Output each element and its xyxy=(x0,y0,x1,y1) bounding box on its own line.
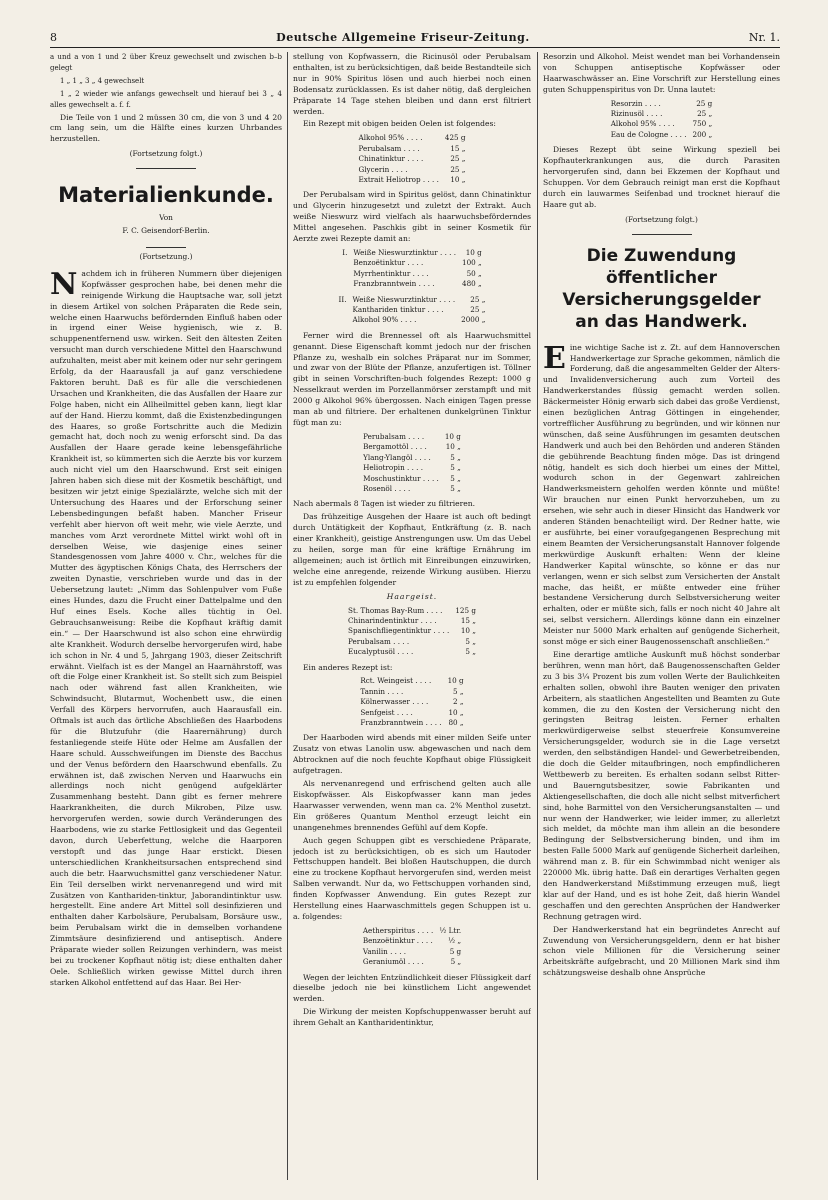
ingredient-amount: 25 g xyxy=(696,98,713,108)
recipe-row xyxy=(336,315,489,325)
column-middle xyxy=(293,52,531,1182)
ingredient-amount: 5 „ xyxy=(453,686,464,696)
ingredient-amount: 5 „ xyxy=(450,463,461,473)
ingredient-amount: 50 „ xyxy=(466,268,482,278)
recipe-row xyxy=(608,119,716,129)
recipe-row xyxy=(357,676,466,686)
article-heading: Materialienkunde. xyxy=(58,183,274,208)
ingredient-amount: ½ Ltr. xyxy=(439,925,462,935)
ingredient-amount: 200 „ xyxy=(692,129,713,139)
recipe-row xyxy=(356,133,469,143)
ingredient-name: Tannin . . . . xyxy=(360,686,404,696)
recipe-number: II. xyxy=(338,294,347,304)
recipe-table xyxy=(339,248,485,290)
column-right xyxy=(543,52,780,1182)
ingredient-name: Senfgeist . . . . xyxy=(360,707,413,717)
ingredient-name: Spanischfliegentinktur . . . . xyxy=(348,626,450,636)
byline-von: Von xyxy=(159,213,173,223)
ingredient-name: Glycerin . . . . xyxy=(358,164,408,174)
recipe-row xyxy=(356,144,469,154)
column-rule xyxy=(537,52,538,1180)
recipe-number xyxy=(339,269,350,279)
recipe-row xyxy=(360,926,464,936)
ingredient-name: Franzbranntwein . . . . xyxy=(360,718,442,728)
article-paragraph xyxy=(50,266,282,989)
article-paragraph: Der Perubalsam wird in Spiritus gelöst, dann Chinatinktur und Glycerin hinzugesetzt und zuletzt der Extrakt. Auch weiße Nieswurz wird vielfach als haarwuchsbeförderndes Mittel angesehen. Paschkis gibt in seiner Kosmetik für Aerzte zwei Rezepte damit an: xyxy=(293,190,531,243)
article-paragraph: Resorzin und Alkohol. Meist wendet man bei Vorhandensein von Schuppen antiseptische Kopfwässer oder Haarwaschwässer an. Eine Vorschrift zur Herstellung eines guten Schuppenspiritus von Dr. Unna lautet: xyxy=(543,52,780,94)
ingredient-amount: 10 „ xyxy=(448,707,464,717)
heading-line: an das Handwerk. xyxy=(575,311,748,332)
recipe-row xyxy=(360,463,464,473)
article-paragraph: Das frühzeitige Ausgehen der Haare ist auch oft bedingt durch Untätigkeit der Kopfhaut, Entkräftung (z. B. nach einer Krankheit), geistige Anstrengungen usw. Um das Uebel zu heilen, sorge man für eine kräftige Ernährung im allgemeinen; auch ist örtlich mit Einreibungen einzuwirken, welche eine anregende, reizende Wirkung ausüben. Hierzu ist zu empfehlen folgender xyxy=(293,512,531,587)
dropcap: E xyxy=(543,340,566,376)
article-paragraph: Die Wirkung der meisten Kopfschuppenwasser beruht auf ihrem Gehalt an Kantharidentinktur, xyxy=(293,1007,531,1028)
recipe-row xyxy=(339,279,485,289)
braid-instruction: a und a von 1 und 2 über Kreuz gewechselt und zwischen b–b gelegt xyxy=(50,53,282,72)
article-paragraph: Nach abermals 8 Tagen ist wieder zu filtrieren. xyxy=(293,499,476,509)
braid-instruction: Die Teile von 1 und 2 müssen 30 cm, die von 3 und 4 20 cm lang sein, um die Hälfte eines kurzen Uhrbandes herzustellen. xyxy=(50,112,282,144)
recipe-row xyxy=(608,99,716,109)
article-paragraph: Als nervenanregend und erfrischend gelten auch alle Eiskopfwässer. Als Eiskopfwasser kann man jedes Haarwasser verwenden, wenn man ca. 2% Menthol zusetzt. Ein größeres Quantum Menthol erzeugt leicht ein unangenehmes brennendes Gefühl auf dem Kopfe. xyxy=(293,779,531,832)
article-paragraph: stellung von Kopfwassern, die Ricinusöl oder Perubalsam enthalten, ist zu berücksichtigen, daß beide Bestandteile sich nur in 90% Spiritus lösen und auch hierbei noch einen Bodensatz zurücklassen. Es ist daher nötig, daß dergleichen Präparate 14 Tage stehen bleiben und dann erst filtriert werden. xyxy=(293,52,531,116)
ingredient-amount: 5 „ xyxy=(450,452,461,462)
recipe-title: Haargeist. xyxy=(386,591,438,601)
article-paragraph: Ein anderes Rezept ist: xyxy=(303,662,393,672)
ingredient-name: Eucalyptusöl . . . . xyxy=(348,647,414,657)
article-paragraph: Ferner wird die Brennessel oft als Haarwuchsmittel genannt. Diese Eigenschaft kommt jedoch nur der frischen Pflanze zu, weshalb ein solches Präparat nur im Sommer, und zwar von der Blüte der Pflanze, anzufertigen ist. Töllner gibt in seinen Vorschriften-buch folgendes Rezept: 1000 g Nesselkraut werden im Porzellanmörser zerstampft und mit 2000 g Alkohol 96% übergossen. Nach einigen Tagen presse man ab und filtriere. Der erhaltenen dunkelgrünen Tinktur fügt man zu: xyxy=(293,330,531,427)
recipe-row xyxy=(360,432,464,442)
ingredient-amount: 480 „ xyxy=(462,279,482,289)
recipe-row xyxy=(345,647,479,657)
ingredient-name: Ylang-Ylangöl . . . . xyxy=(363,452,431,462)
ingredient-name: Alkohol 90% . . . . xyxy=(352,315,417,325)
ingredient-name: Rosenöl . . . . xyxy=(363,483,411,493)
ingredient-amount: 25 „ xyxy=(470,304,486,314)
issue-number: Nr. 1. xyxy=(748,31,780,44)
newspaper-title: Deutsche Allgemeine Friseur-Zeitung. xyxy=(276,31,530,44)
article-paragraph: Der Haarboden wird abends mit einer milden Seife unter Zusatz von etwas Lanolin usw. abgewaschen und nach dem Abtrocknen auf die noch feuchte Kopfhaut obige Flüssigkeit aufgetragen. xyxy=(293,733,531,776)
continuation-note: (Fortsetzung folgt.) xyxy=(129,149,203,159)
recipe-table xyxy=(608,99,716,141)
ingredient-amount: 15 „ xyxy=(450,143,466,153)
byline-author: F. C. Geisendorf-Berlin. xyxy=(122,226,210,236)
dropcap: N xyxy=(50,266,78,302)
article-paragraph: Eine derartige amtliche Auskunft muß höchst sonderbar berühren, wenn man hört, daß Baugenossenschaften Gelder zu 3 bis 3¼ Prozent bis zum vollen Werte der Baulichkeiten erhalten sollen, obwohl ihre Bauten weniger den privaten Arbeitern, als staatlichen Angestellten und Beamten zu Gute kommen, die zu den Kosten der Versicherung nicht den geringsten Beitrag leisten. Ferner erhalten merkwürdigerweise selbst steuerfreie Konsumvereine Versicherungsgelder, wodurch sie in die Lage versetzt werden, den selbständigen Handel- und Gewerbetreibenden, die doch die Gelder mitaufbringen, noch empfindlicheren Wettbewerb zu bereiten. Es erhalten sodann selbst Ritter- und Bauerngutsbesitzer, sowie Fabrikanten und Aktiengesellschaften, die doch alle nicht selbst mitverfichert sind, hohe Barmittel von den Versicherungsanstalten — und nur wenn der Handwerker, wie leider immer, zu allerletzt sich meldet, da möchte man ihm allein an die besondere Bedingung der Selbstversicherung binden, und ihm im besten Falle 5000 Mark auf genügende Sicherheit darleihen, während man z. B. für ein Schwimmbad nicht weniger als 220000 Mk. übrig hatte. Daß ein derartiges Verhalten gegen den Handwerkerstand Mißstimmung erzeugen muß, liegt klar auf der Hand, und es ist hohe Zeit, daß hierin Wandel geschaffen und den gerechten Ansprüchen der Handwerker Rechnung getragen wird. xyxy=(543,649,780,921)
recipe-table xyxy=(360,926,464,968)
article-paragraph: Auch gegen Schuppen gibt es verschiedene Präparate, jedoch ist zu berücksichtigen, ob es sich um Hautoder Fettschuppen handelt. Bei bloßen Hautschuppen, die durch eine zu trockene Kopfhaut hervorgerufen sind, werden meist Salben verwandt. Nur da, wo Fettschuppen vorhanden sind, finden Kopfwasser Anwendung. Ein gutes Rezept zur Herstellung eines Haarwaschmittels gegen Schuppen ist u. a. folgendes: xyxy=(293,835,531,921)
article-heading xyxy=(543,245,780,333)
ingredient-name: Rct. Weingeist . . . . xyxy=(360,676,432,686)
ingredient-name: Vanilin . . . . xyxy=(362,946,407,956)
ingredient-amount: ½ „ xyxy=(448,936,462,946)
recipe-row xyxy=(345,606,479,616)
page-number: 8 xyxy=(50,31,57,44)
recipe-row xyxy=(356,165,469,175)
heading-line: öffentlicher Versicherungsgelder xyxy=(562,267,761,310)
recipe-number: I. xyxy=(342,247,348,257)
ingredient-amount: 125 g xyxy=(455,605,476,615)
recipe-row xyxy=(608,130,716,140)
recipe-table xyxy=(357,676,466,728)
recipe-row xyxy=(357,687,466,697)
ingredient-name: St. Thomas Bay-Rum . . . . xyxy=(348,605,443,615)
recipe-row xyxy=(336,305,489,315)
ingredient-name: Alkohol 95% . . . . xyxy=(610,119,675,129)
ingredient-name: Franzbranntwein . . . . xyxy=(353,279,435,289)
recipe-row xyxy=(360,484,464,494)
ingredient-amount: 15 „ xyxy=(460,615,476,625)
article-paragraph: Dieses Rezept übt seine Wirkung speziell bei Kopfhauterkrankungen aus, die durch Parasiten hervorgerufen sind, dann bei Ekzemen der Kopfhaut und Schuppen. Vor dem Gebrauch reinigt man erst die Kopfhaut durch ein lauwarmes Seifenbad und trocknet hierauf die Haare gut ab. xyxy=(543,145,780,209)
divider xyxy=(136,168,196,169)
recipe-row xyxy=(360,442,464,452)
ingredient-amount: 5 g xyxy=(449,946,462,956)
recipe-row xyxy=(339,248,485,258)
recipe-row xyxy=(345,637,479,647)
ingredient-name: Weiße Nieswurztinktur . . . . xyxy=(353,247,457,257)
recipe-row xyxy=(360,947,464,957)
ingredient-amount: 25 „ xyxy=(450,154,466,164)
recipe-row xyxy=(336,295,489,305)
recipe-row xyxy=(345,616,479,626)
recipe-number xyxy=(336,305,350,315)
ingredient-name: Extrait Heliotrop . . . . xyxy=(358,174,439,184)
recipe-row xyxy=(357,697,466,707)
ingredient-name: Kanthariden tinktur . . . . xyxy=(352,304,444,314)
ingredient-amount: 2 „ xyxy=(453,697,464,707)
recipe-table xyxy=(360,432,464,494)
ingredient-amount: 5 „ xyxy=(450,957,462,967)
recipe-table xyxy=(345,606,479,658)
ingredient-name: Aetherspiritus . . . . xyxy=(362,925,434,935)
ingredient-name: Bergamottöl . . . . xyxy=(363,442,427,452)
ingredient-amount: 25 „ xyxy=(697,109,713,119)
ingredient-name: Perubalsam . . . . xyxy=(363,431,425,441)
ingredient-amount: 25 „ xyxy=(470,294,486,304)
recipe-row xyxy=(339,258,485,268)
ingredient-amount: 10 „ xyxy=(450,174,466,184)
ingredient-name: Perubalsam . . . . xyxy=(358,143,420,153)
ingredient-amount: 10 „ xyxy=(460,626,476,636)
ingredient-name: Eau de Cologne . . . . xyxy=(610,129,687,139)
braid-instruction: 1 „ 1 „ 3 „ 4 gewechselt xyxy=(60,76,145,85)
recipe-row xyxy=(357,718,466,728)
ingredient-amount: 425 g xyxy=(444,133,466,143)
ingredient-name: Resorzin . . . . xyxy=(610,98,661,108)
article-paragraph: Wegen der leichten Entzündlichkeit dieser Flüssigkeit darf dieselbe jedoch nie bei künstlichem Licht angewendet werden. xyxy=(293,972,531,1004)
ingredient-name: Geraniumöl . . . . xyxy=(362,957,424,967)
article-paragraph: Der Handwerkerstand hat ein begründetes Anrecht auf Zuwendung von Versicherungsgeldern, denn er hat bisher schon viele Millionen für die Versicherung seiner Arbeitskräfte aufgebracht, und 20 Millionen Mark sind ihm schätzungsweise deshalb ohne Ansprüche xyxy=(543,924,780,978)
recipe-number xyxy=(339,279,350,289)
recipe-row xyxy=(608,109,716,119)
recipe-number xyxy=(339,258,350,268)
ingredient-amount: 2000 „ xyxy=(461,315,486,325)
article-paragraph xyxy=(543,340,780,648)
ingredient-amount: 100 „ xyxy=(462,258,482,268)
recipe-row xyxy=(356,154,469,164)
recipe-table xyxy=(336,295,489,326)
page-header xyxy=(50,24,780,48)
ingredient-name: Chinarindentinktur . . . . xyxy=(348,615,437,625)
recipe-row xyxy=(360,957,464,967)
ingredient-amount: 25 „ xyxy=(450,164,466,174)
continuation-note: (Fortsetzung.) xyxy=(139,251,193,261)
article-text: ine wichtige Sache ist z. Zt. auf dem Hannoverschen Handwerkertage zur Sprache gekommen, nämlich die Forderung, daß die angesammelten Gelder der Alters- und Invalidenversicherung auch zum Vorteil des Handwerkerstandes flüssig gemacht werden sollen. Bäckermeister Hönig erwarb sich dabei das große Verdienst, einen bezüglichen Antrag Göttingen in eingehender, vortrefflicher Ausführung zu begründen, und wir können nur wünschen, daß seine Ausführungen im gesamten deutschen Handwerk und auch bei den Behörden und anderen Ständen die gebührende Beachtung finden möge. Das ist dringend nötig, handelt es sich doch hierbei um eines der Mittel, wodurch schon in der Gegenwart zahlreichen Handwerksmeistern geholfen werden könnte und müßte! Wir brauchen nur einen Punkt hervorzuheben, um zu ersehen, wie sehr auch in dieser Hinsicht das Handwerk vor anderen Ständen benachteiligt wird. Der Redner hatte, wie er ausführte, bei einer voraufgegangenen Besprechung mit einem Beamten der Versicherungsanstalt Hannover folgende merkwürdige Auskunft erhalten: Wenn der kleine Handwerker Kapital wünschte, so könne er das nur verlangen, wenn er sich selbst zum Versicherten der Anstalt mache, das heißt, er müßte entweder eine früher bestandene Versicherung durch Selbstversicherung weiter erhalten, oder er müßte sich, falls er noch nicht 40 Jahre alt sei, selbst versichern. Allerdings könne dann ein einzelner Meister nur 5000 Mark erhalten auf genügende Sicherheit, sonst möge er sich einer Baugenossenschaft anschließen.“ xyxy=(543,342,780,647)
ingredient-amount: 5 „ xyxy=(450,483,461,493)
ingredient-name: Myrrhentinktur . . . . xyxy=(353,268,429,278)
ingredient-amount: 10 „ xyxy=(445,442,461,452)
ingredient-amount: 750 „ xyxy=(692,119,713,129)
column-rule xyxy=(287,52,288,1180)
continuation-note: (Fortsetzung folgt.) xyxy=(625,214,698,224)
ingredient-amount: 10 g xyxy=(465,247,482,257)
recipe-row xyxy=(357,708,466,718)
ingredient-name: Heliotropin . . . . xyxy=(363,463,423,473)
heading-line: Die Zuwendung xyxy=(586,245,737,266)
ingredient-amount: 80 „ xyxy=(448,718,464,728)
recipe-row xyxy=(345,626,479,636)
recipe-row xyxy=(360,474,464,484)
braid-instruction: 1 „ 2 wieder wie anfangs gewechselt und hierauf bei 3 „ 4 alles gewechselt a. f. f. xyxy=(50,89,282,109)
ingredient-name: Benzoëtinktur . . . . xyxy=(353,258,424,268)
column-left xyxy=(50,52,282,1182)
divider xyxy=(632,234,692,235)
ingredient-name: Benzoëtinktur . . . . xyxy=(362,936,433,946)
recipe-row xyxy=(360,936,464,946)
ingredient-name: Kölnerwasser . . . . xyxy=(360,697,429,707)
recipe-row xyxy=(356,175,469,185)
ingredient-amount: 5 „ xyxy=(450,473,461,483)
ingredient-amount: 10 g xyxy=(444,431,461,441)
article-paragraph: Ein Rezept mit obigen beiden Oelen ist folgendes: xyxy=(303,119,496,129)
recipe-row xyxy=(360,453,464,463)
ingredient-amount: 5 „ xyxy=(465,636,476,646)
ingredient-name: Perubalsam . . . . xyxy=(348,636,410,646)
recipe-table xyxy=(356,133,469,185)
ingredient-name: Weiße Nieswurztinktur . . . . xyxy=(352,294,456,304)
ingredient-amount: 5 „ xyxy=(465,647,476,657)
recipe-number xyxy=(336,315,350,325)
article-text: achdem ich in früheren Nummern über diejenigen Kopfwässer gesprochen habe, bei denen mehr die reinigende Wirkung die Hauptsache war, soll jetzt in diesem Artikel von solchen Präparaten die Rede sein, welche einen Haarwuchs befördernden Einfluß haben oder in irgend einer Weise hygienisch, wie z. B. schuppenentfernend usw. wirken. Seit den ältesten Zeiten versucht man durch verschiedene Mittel den Haarschwund aufzuhalten, meist aber mit keinem oder nur sehr geringem Erfolg, da der Haarausfall ja auf ganz verschiedene Faktoren beruht. Daß es für alle die verschiedenen Ursachen und Krankheiten, die das Ausfallen der Haare zur Folge haben, nicht ein Allheilmittel geben kann, liegt klar auf der Hand. Hierzu kommt, daß die Existenzbedingungen des Haares, so große Fortschritte auch die Medizin gemacht hat, doch noch zu wenig erforscht sind. Da das Ausfallen der Haare gerade keine lebensgefährliche Krankheit ist, so kümmerten sich die Aerzte bis vor kurzem auch nicht viel um den Haarschwund. Erst seit einigen Jahren haben sich diese mit der Kosmetik beschäftigt, und besitzen wir jetzt einige Spezialärzte, welche sich mit der Untersuchung des Haares und der Erforschung seiner Lebensbedingungen befaßt haben. Mancher Friseur verfehlt aber hiervon oft weit mehr, wie viele Aerzte, und manches vom Arzt verordnete Mittel wirkt wohl oft in derselben Weise, wie dasjenige eines seiner Standesgenossen vom Jahre 4000 v. Chr., welches für die Mutter des ägyptischen Königs Chata, des Herrschers der zweiten Dynastie, verschrieben wurde und das in der Uebersetzung lautet: „Nimm das Sohlenpulver vom Fuße eines Hundes, dazu die Frucht einer Dattelpalme und den Huf eines Esels. Koche alles tüchtig in Oel. Gebrauchsanweisung: Reibe die Kopfhaut kräftig damit ein.“ — Der Haarschwund ist also schon eine ehrwürdig alte Krankheit. Wodurch derselbe hervorgerufen wird, habe ich schon in Nr. 4 und 5, Jahrgang 1903, dieser Zeitschrift erwähnt. Vielfach ist es der Mangel an Haarnährstoff, was oft die Folge einer Krankheit ist. So stellt sich zum Beispiel nach oder während fast allen Krankheiten, wie Schwindsucht, Blutarmut, Wochenbett usw., die einen Verfall des Körpers hervorrufen, auch Haarausfall ein. Oftmals ist auch das örtliche Abschließen des Haarbodens für die Blutzufuhr (die Haarernährung) durch festanliegende steife Hüte oder Helme am Ausfallen der Haare schuld. Ausschweifungen im Dienste des Bacchus und der Venus befördern den Haarschwund ebenfalls. Zu erwähnen ist, daß zwischen Nerven und Haarwuchs ein allerdings noch nicht genügend aufgeklärter Zusammenhang besteht. Dann gibt es ferner mehrere Haarkrankheiten, die durch Mikroben, Pilze usw. hervorgerufen werden, sowie durch Veränderungen des Haarbodens, wie zu starke Fettlosigkeit und das Gegenteil davon, durch Ueberfettung, welche die Haarporen verstopft und das junge Haar erstickt. Diesen unterschiedlichen Krankheitsursachen entsprechend sind auch die betr. Haarwuchsmittel ganz verschiedener Natur. Ein Teil derselben wirkt nervenanregend und wird mit Zusätzen von Kanthariden-tinktur, Jaborandintinktur usw. hergestellt. Eine andere Art Mittel soll desinfizieren und enthalten daher Karbolsäure, Perubalsam, Borsäure usw., beim Perubalsam wirkt die in demselben vorhandene Zimmtsäure desinfizierend und antiseptisch. Andere Präparate wieder sollen Reizungen verhindern, was meist bei zu trockener Kopfhaut nötig ist; diese enthalten daher Oele. Schließlich wirken gewisse Mittel durch ihren starken Alkohol entfettend auf das Haar. Bei Her- xyxy=(50,268,282,987)
ingredient-amount: 10 g xyxy=(447,676,464,686)
ingredient-name: Alkohol 95% . . . . xyxy=(358,133,423,143)
recipe-row xyxy=(339,269,485,279)
ingredient-name: Rizinusöl . . . . xyxy=(610,109,663,119)
ingredient-name: Moschustinktur . . . . xyxy=(363,473,439,483)
ingredient-name: Chinatinktur . . . . xyxy=(358,154,424,164)
divider xyxy=(146,247,186,248)
